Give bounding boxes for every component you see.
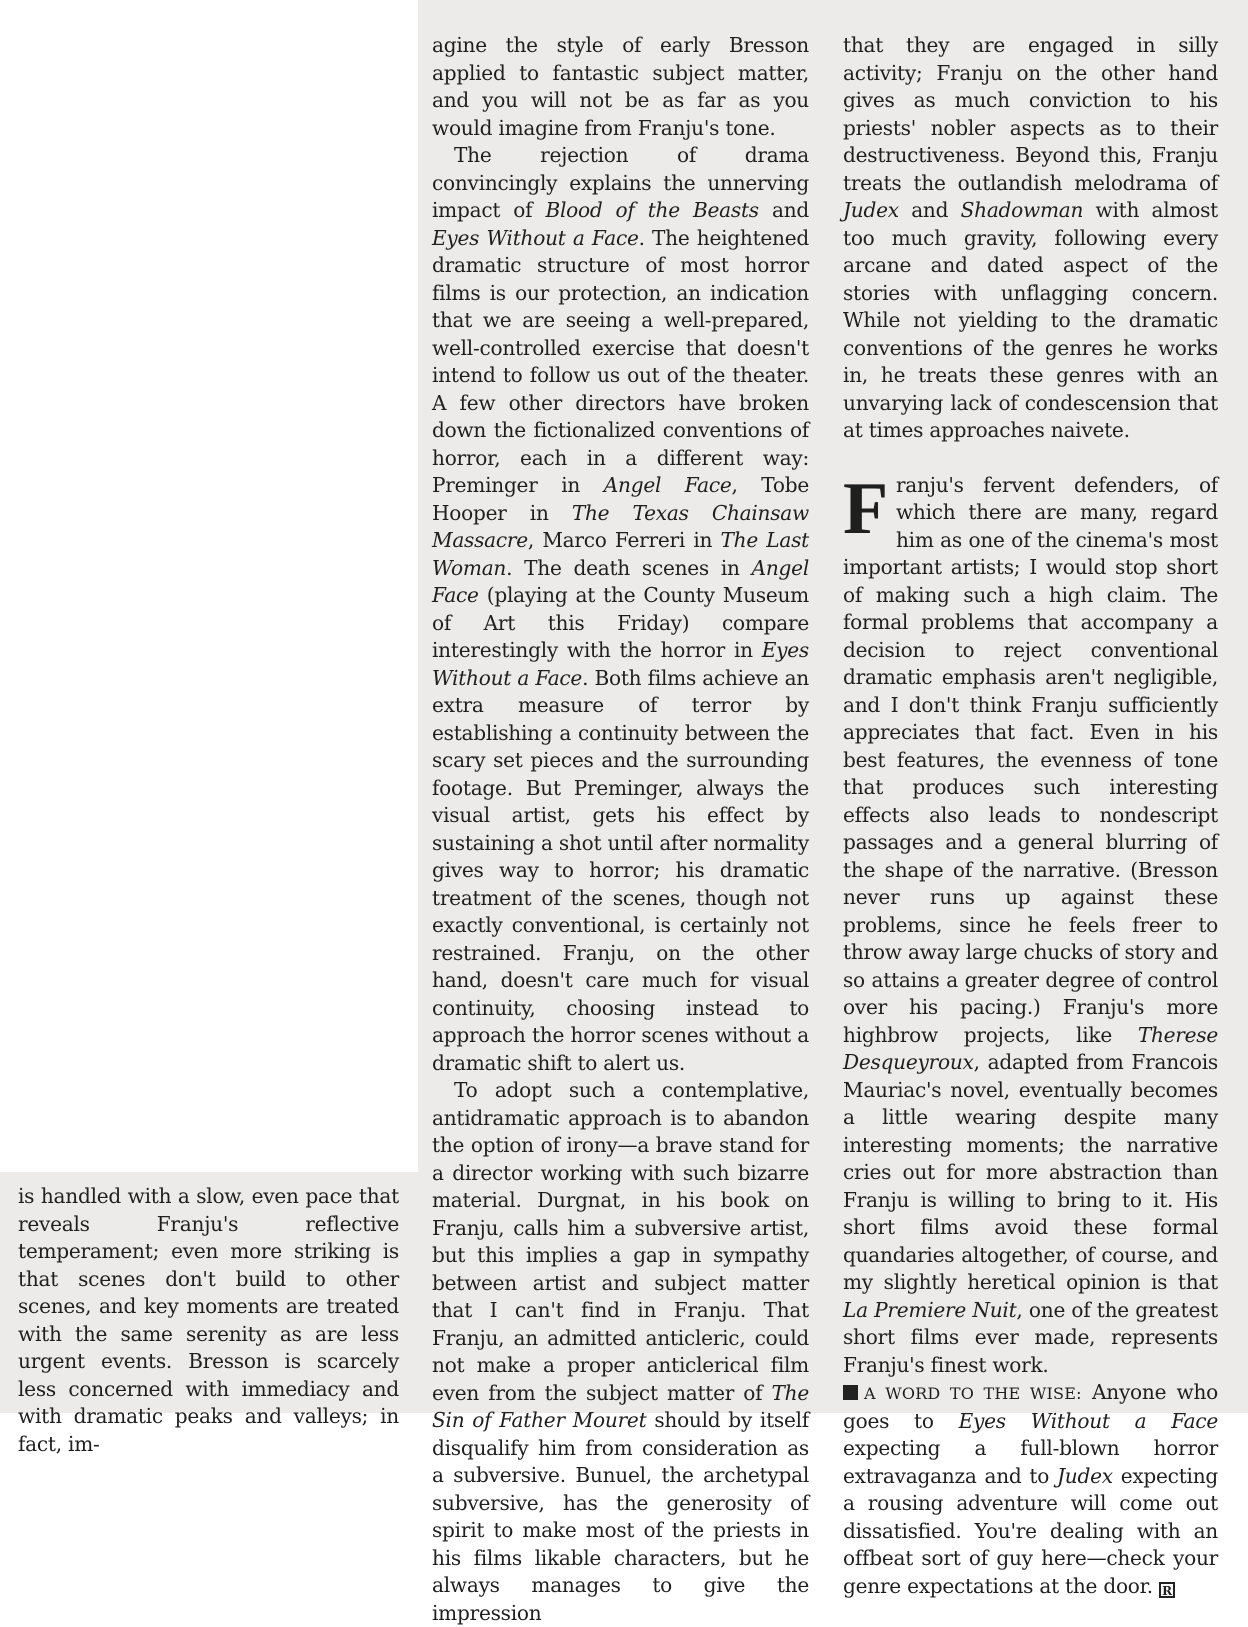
section-lead: A WORD TO THE WISE: — [864, 1384, 1082, 1403]
paragraph: that they are engaged in silly activity; Franju on the other hand gives as much conviction to his priests' nobler aspects as to their destructiveness. Beyond this, Franju treats the outlandish melodrama of Judex and Shadowman with almost too much gravity, following every arcane and dated aspect of the stories with unflagging concern. While not yielding to the dramatic conventions of the genres he works in, he treats these genres with an unvarying lack of condescension that at times approaches naivete. — [843, 33, 1218, 442]
column-right — [843, 32, 1218, 1600]
paragraph: agine the style of early Bresson applied to fantastic subject matter, and you will not be as far as you would imagine from Franju's tone. — [432, 33, 809, 140]
end-mark-icon: R — [1159, 1582, 1175, 1598]
column-left — [18, 1183, 399, 1458]
section-gap — [843, 445, 1218, 472]
drop-cap: F — [843, 467, 888, 550]
paragraph: The rejection of drama convincingly explains the unnerving impact of Blood of the Beasts and Eyes Without a Face. The heightened dramatic structure of most horror films is our protection, an indication that we are seeing a well-prepared, well-controlled exercise that doesn't intend to follow us out of the theater. A few other directors have broken down the fictionalized conventions of horror, each in a different way: Preminger in Angel Face, Tobe Hooper in The Texas Chainsaw Massacre, Marco Ferreri in The Last Woman. The death scenes in Angel Face (playing at the County Museum of Art this Friday) compare interestingly with the horror in Eyes Without a Face. Both films achieve an extra measure of terror by establishing a continuity between the scary set pieces and the surrounding footage. But Preminger, always the visual artist, gets his effect by sustaining a shot until after normality gives way to horror; his dramatic treatment of the scenes, though not exactly conventional, is certainly not restrained. Franju, on the other hand, doesn't care much for visual continuity, choosing instead to approach the horror scenes without a dramatic shift to alert us. — [432, 143, 809, 1075]
square-bullet-icon — [843, 1385, 858, 1400]
paragraph: is handled with a slow, even pace that reveals Franju's reflective temperament; even more striking is that scenes don't build to other scenes, and key moments are treated with the same serenity as are less urgent events. Bresson is scarcely less concerned with immediacy and with dramatic peaks and valleys; in fact, im- — [18, 1184, 399, 1456]
paragraph: To adopt such a contemplative, antidramatic approach is to abandon the option of irony—a brave stand for a director working with such bizarre material. Durgnat, in his book on Franju, calls him a subversive artist, but this implies a gap in sympathy between artist and subject matter that I can't find in Franju. That Franju, an admitted anticleric, could not make a proper anticlerical film even from the subject matter of The Sin of Father Mouret should by itself disqualify him from consideration as a subversive. Bunuel, the archetypal subversive, has the generosity of spirit to make most of the priests in his films likable characters, but he always manages to give the impression — [432, 1078, 809, 1625]
paragraph-word-to-the-wise: A WORD TO THE WISE: Anyone who goes to Eyes Without a Face expecting a full-blown horror extravaganza and to Judex expecting a rousing adventure will come out dissatisfied. You're dealing with an offbeat sort of guy here—check your genre expectations at the door. R — [843, 1380, 1219, 1598]
column-middle — [432, 32, 809, 1627]
paragraph: Franju's fervent defenders, of which there are many, regard him as one of the cinema's most important artists; I would stop short of making such a high claim. The formal problems that accompany a decision to reject conventional dramatic emphasis aren't negligible, and I don't think Franju sufficiently appreciates that fact. Even in his best features, the evenness of tone that produces such interesting effects also leads to nondescript passages and a general blurring of the shape of the narrative. (Bresson never runs up against these problems, since he feels freer to throw away large chucks of story and so attains a greater degree of control over his pacing.) Franju's more highbrow projects, like Therese Desqueyroux, adapted from Francois Mauriac's novel, eventually becomes a little wearing despite many interesting moments; the narrative cries out for more abstraction than Franju is willing to bring to it. His short films avoid these formal quandaries altogether, of course, and my slightly heretical opinion is that La Premiere Nuit, one of the greatest short films ever made, represents Franju's finest work. — [843, 467, 1218, 1377]
